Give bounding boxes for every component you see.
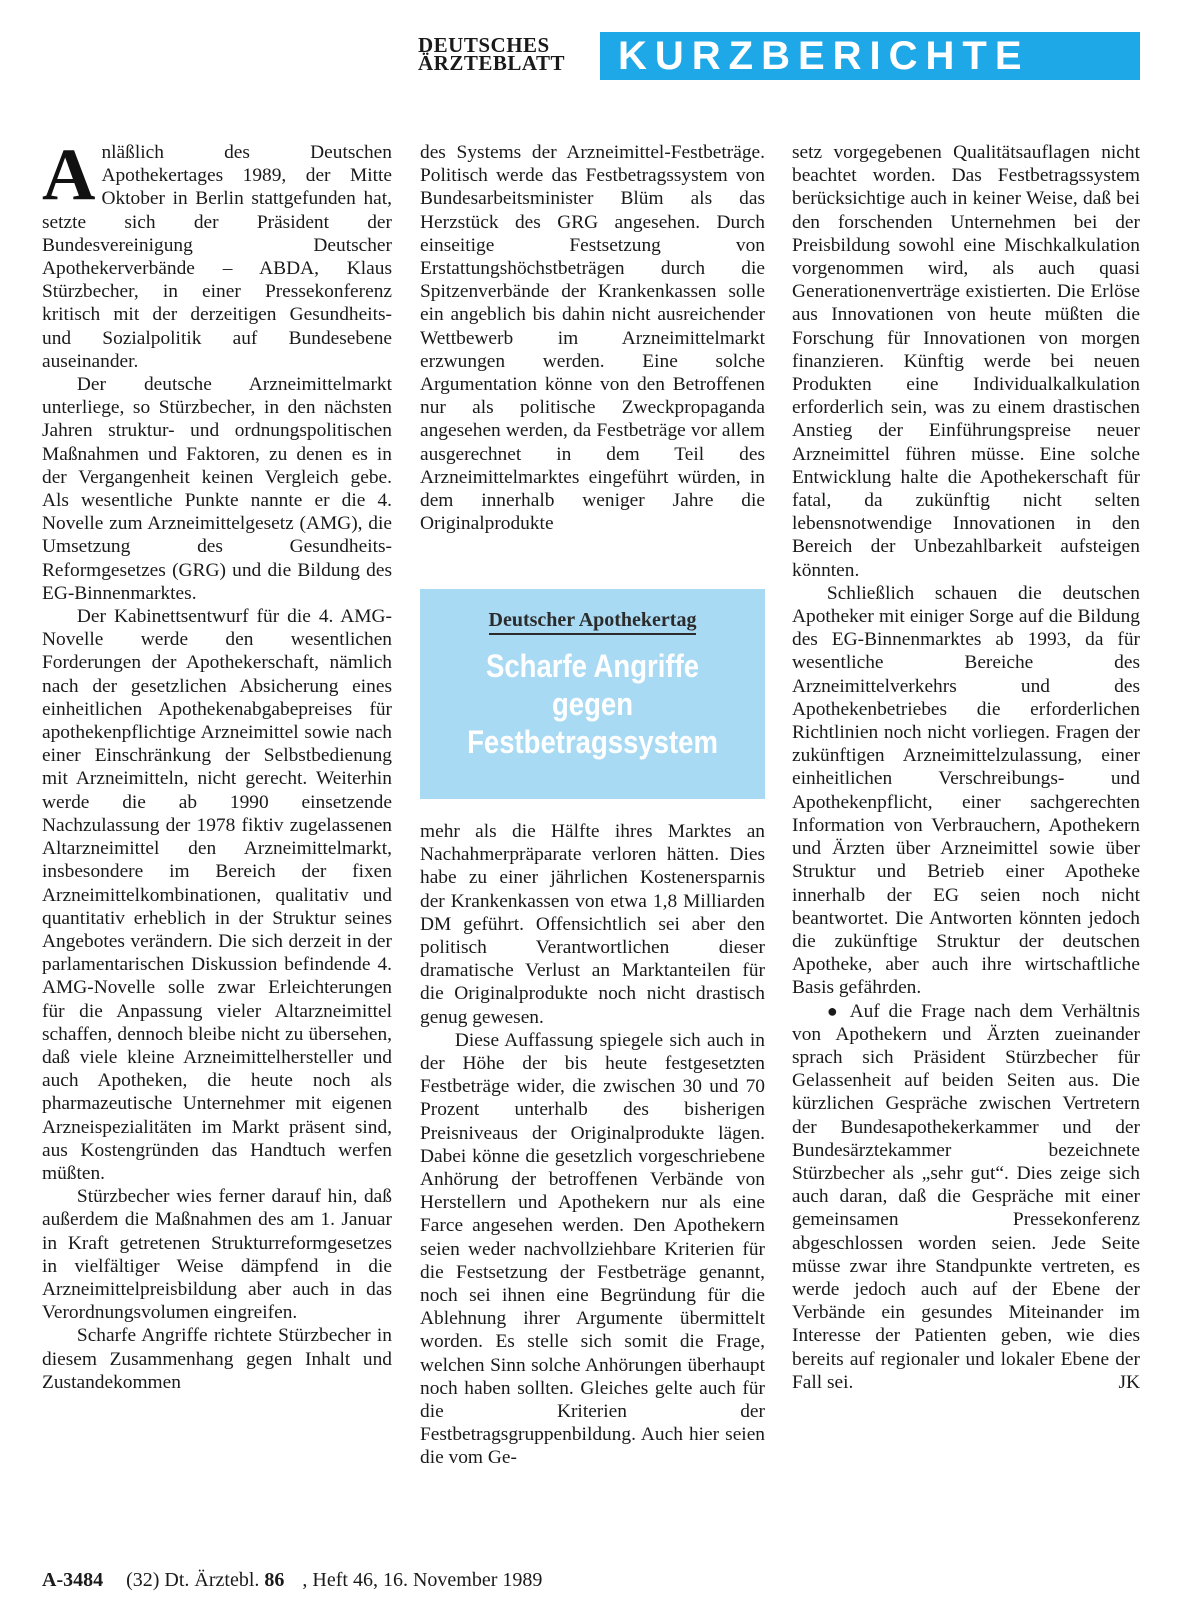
article-column-2-bottom [420,820,765,1470]
box-headline [444,647,741,761]
citation-prefix: (32) Dt. Ärztebl. [126,1569,260,1591]
article-column-1 [42,134,392,1394]
masthead [418,33,565,75]
paragraph: Diese Auffassung spiegele sich auch in der Höhe der bis heute festgesetzten Festbeträge wider, die zwischen 30 und 70 Prozent unterhalb des bisherigen Preisniveaus der Originalprodukte lägen. Dabei könne die gesetzlich vorgeschriebene Anhörung der betroffenen Verbände von Herstellern und Apothekern nur als eine Farce angesehen werden. Den Apothekern seien weder nachvollziehbare Kriterien für die Festsetzung der Festbeträge genannt, noch sei ihnen eine Begründung für die Ablehnung ihrer Argumente übermittelt worden. Es stelle sich somit die Frage, welchen Sinn solche Anhörungen überhaupt noch haben sollten. Gleiches gelte auch für die Kriterien der Festbetragsgruppenbildung. Auch hier seien die vom Ge- [420,1029,765,1469]
box-kicker: Deutscher Apothekertag [489,609,697,635]
article-column-2-top [420,141,765,535]
article-column-3 [792,141,1140,1394]
paragraph: Stürzbecher wies ferner darauf hin, daß außerdem die Maßnahmen des am 1. Januar in Kraft getretenen Strukturreformgesetzes in vielfältiger Weise dämpfend in die Arzneimittelpreisbildung aber auch in das Verordnungsvolumen eingreifen. [42,1186,392,1324]
headline-box [420,589,765,799]
paragraph-text: Auf die Frage nach dem Verhältnis von Apothekern und Ärzten zueinander sprach sich Präsident Stürzbecher für Gelassenheit auf beiden Seiten aus. Die kürzlichen Gespräche zwischen Vertretern der Bundesapothekerkammer und der Bundesärztekammer bezeichnete Stürzbecher als „sehr gut“. Dies zeige sich auch daran, daß die Gespräche mit einer gemeinsamen Pressekonferenz abgeschlossen worden seien. Jede Seite müsse zwar ihre Standpunkte vertreten, es werde jedoch auch auf der Ebene der Verbände ein gesundes Miteinander im Interesse der Patienten geben, wie dies bereits auf regionaler und lokaler Ebene der Fall sei. [792,1000,1141,1393]
paragraph: Schließlich schauen die deutschen Apotheker mit einiger Sorge auf die Bildung des EG-Binnenmarktes ab 1993, da für wesentliche Bereiche des Arzneimittelverkehrs und des Apothekenbetriebes die erforderlichen Richtlinien noch nicht vorliegen. Fragen der zukünftigen Arzneimittelzulassung, einer einheitlichen Verschreibungs- und Apothekenpflicht, einer sachgerechten Information von Verbrauchern, Apothekern und Ärzten über Arzneimittel sowie über Struktur und Betrieb einer Apotheke innerhalb der EG seien noch nicht beantwortet. Die Antworten könnten jedoch die zukünftige Struktur der deutschen Apotheke, aber auch ihre wirtschaftliche Basis gefährden. [792,582,1140,999]
paragraph: Der Kabinettsentwurf für die 4. AMG-Novelle werde den wesentlichen Forderungen der Apothekerschaft, nämlich nach der gesetzlichen Absicherung eines einheitlichen Apothekenabgabepreises für apothekenpflichtige Arzneimittel sowie nach einer Einschränkung der Selbstbedienung mit Arzneimitteln, nicht gerecht. Weiterhin werde die ab 1990 einsetzende Nachzulassung der 1978 fiktiv zugelassenen Altarzneimittel den Arzneimittelmarkt, insbesondere im Bereich der fixen Arzneimittelkombinationen, qualitativ und quantitativ erheblich in der Struktur seines Angebotes verändern. Die sich derzeit in der parlamentarischen Diskussion befindende 4. AMG-Novelle solle zwar Erleichterungen für die Anpassung vieler Altarzneimittel schaffen, dennoch bleibe nicht zu übersehen, daß viele kleine Arzneimittelhersteller und auch Apotheken, die heute noch als pharmazeutische Unternehmer mit eigenen Arzneispezialitäten im Markt präsent sind, aus Kostengründen das Handtuch werfen müßten. [42,606,392,1184]
paragraph: Scharfe Angriffe richtete Stürzbecher in diesem Zusammenhang gegen Inhalt und Zustandekommen [42,1325,392,1393]
paragraph: Der deutsche Arzneimittelmarkt unterliege, so Stürzbecher, in den nächsten Jahren struktur- und ordnungspolitischen Maßnahmen und Faktoren, zu denen es in der Vergangenheit keinen Vergleich gebe. Als wesentliche Punkte nannte er die 4. Novelle zum Arzneimittelgesetz (AMG), die Umsetzung des Gesundheits-Reformgesetzes (GRG) und die Bildung des EG-Binnenmarktes. [42,374,392,604]
author-signature: JK [1118,1371,1140,1393]
box-headline-line: Festbetragssystem [467,724,718,760]
paragraph: nläßlich des Deutschen Apothekertages 1989, der Mitte Oktober in Berlin stattgefunden hat, setzte sich der Präsident der Bundesvereinigung Deutscher Apothekerverbände – ABDA, Klaus Stürzbecher, in einer Pressekonferenz kritisch mit der derzeitigen Gesundheits- und Sozialpolitik auf Bundesebene auseinander. [42,142,392,372]
box-headline-line: gegen [551,686,634,722]
citation-suffix: , Heft 46, 16. November 1989 [302,1569,543,1591]
bullet-icon: ● [826,1000,842,1021]
paragraph: setz vorgegebenen Qualitätsauflagen nicht beachtet worden. Das Festbetragssystem berücksichtige auch in keiner Weise, daß bei den forschenden Unternehmen bei der Preisbildung sowohl eine Mischkalkulation vorgenommen wird, als auch quasi Generationenverträge existierten. Die Erlöse aus Innovationen von heute müßten die Forschung für Innovationen von morgen finanzieren. Künftig werde bei neuen Produkten eine Individualkalkulation erforderlich sein, was zu einem drastischen Anstieg der Einführungspreise neuer Arzneimittel führen müsse. Eine solche Entwicklung halte die Apothekerschaft für fatal, da zukünftig nicht selten lebensnotwendige Innovationen in den Bereich der Unbezahlbarkeit aufsteigen könnten. [792,142,1140,581]
paragraph: des Systems der Arzneimittel-Festbeträge. Politisch werde das Festbetragssystem von Bundesarbeitsminister Blüm als das Herzstück des GRG angesehen. Durch einseitige Festsetzung von Erstattungshöchstbeträgen durch die Spitzenverbände der Krankenkassen solle ein angeblich bis dahin nicht ausreichender Wettbewerb im Arzneimittelmarkt erzwungen werden. Eine solche Argumentation könne von den Betroffenen nur als politische Zweckpropaganda angesehen werden, da Festbeträge vor allem ausgerechnet in dem Teil des Arzneimittelmarktes eingeführt würden, in dem innerhalb weniger Jahre die Originalprodukte [420,142,765,535]
paragraph: mehr als die Hälfte ihres Marktes an Nachahmerpräparate verloren hätten. Dies habe zu einer jährlichen Kostenersparnis der Krankenkassen von etwa 1,8 Milliarden DM geführt. Offensichtlich sei aber den politisch Verantwortlichen dieser dramatische Verlust an Marktanteilen für die Originalprodukte noch nicht drastisch genug gewesen. [420,821,765,1028]
section-banner: KURZBERICHTE [600,32,1140,80]
citation-volume: 86 [264,1569,285,1591]
drop-cap: A [42,134,96,216]
page-footer [42,1569,542,1592]
box-headline-line: Scharfe Angriffe [485,648,700,684]
page-number: A-3484 [42,1569,104,1591]
masthead-line1: DEUTSCHES [418,33,550,57]
paragraph-final [792,1000,1140,1394]
masthead-line2: ÄRZTEBLATT [418,51,565,75]
